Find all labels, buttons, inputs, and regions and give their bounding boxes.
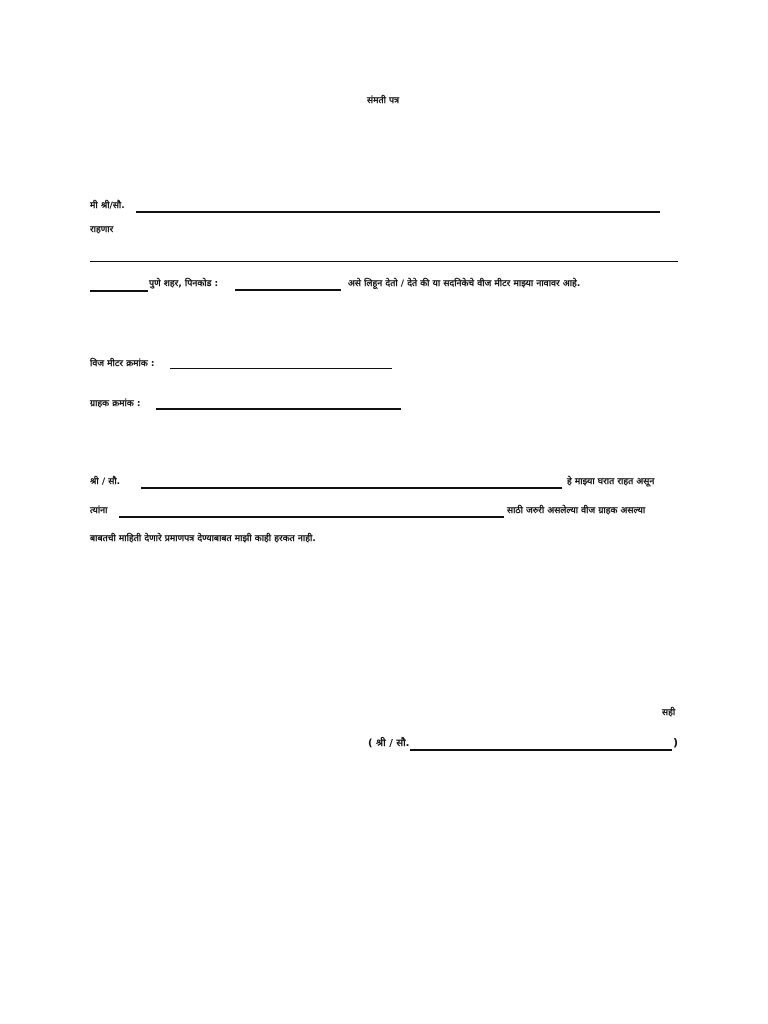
declarant-name-label: मी श्री/सौ.	[90, 201, 125, 211]
occupant-name-label: श्री / सौ.	[90, 477, 121, 487]
purpose-suffix: साठी जरुरी असलेल्या वीज ग्राहक असल्या	[507, 506, 646, 516]
consumer-number-blank	[156, 408, 401, 410]
address-prefix-blank	[90, 290, 148, 292]
meter-ownership-statement: असे लिहून देतो / देते की या सदनिकेचे वीज मीटर माझ्या नावावर आहे.	[348, 279, 581, 289]
declarant-name-blank	[136, 211, 660, 213]
meter-number-blank	[170, 368, 392, 369]
signatory-name-blank	[410, 749, 672, 751]
signatory-name-close: )	[673, 736, 679, 749]
address-blank	[90, 261, 678, 262]
city-pincode-label: पुणे शहर, पिनकोड :	[149, 279, 219, 289]
signature-label: सही	[662, 708, 676, 718]
signatory-name-label: ( श्री / सौ.	[368, 738, 410, 749]
meter-number-label: विज मीटर क्रमांक :	[90, 359, 155, 369]
occupant-name-blank	[141, 487, 562, 489]
purpose-blank	[119, 516, 504, 518]
pincode-blank	[235, 289, 341, 291]
occupant-residing-text: हे माझ्या घरात राहत असून	[567, 477, 655, 487]
no-objection-text: बाबतची माहिती देणारे प्रमाणपत्र देण्याबाबत माझी काही हरकत नाही.	[90, 534, 316, 544]
document-title: संमती पत्र	[367, 96, 400, 106]
consumer-number-label: ग्राहक क्रमांक :	[90, 399, 141, 409]
purpose-prefix: त्यांना	[90, 506, 108, 516]
residence-label: राहणार	[90, 225, 114, 235]
